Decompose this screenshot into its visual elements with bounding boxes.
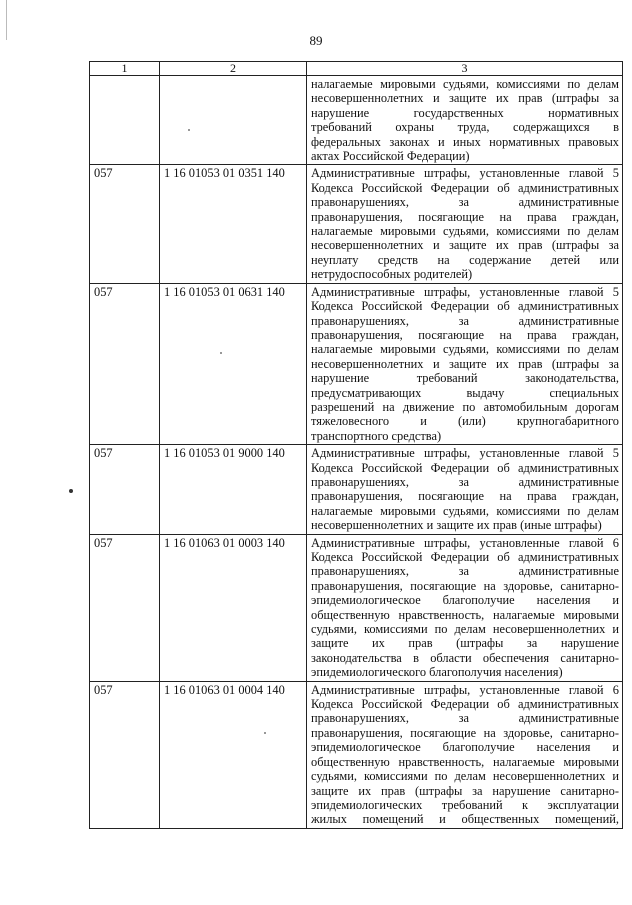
table-row <box>90 283 623 444</box>
header-col-1: 1 <box>90 62 160 76</box>
cell-description <box>307 681 623 828</box>
cell-admin-code: 057 <box>90 165 160 283</box>
description-line: общественную нравственность, налагаемые мировыми <box>311 754 619 769</box>
description-line: Кодекса Российской Федерации об административных <box>311 460 619 475</box>
description-line: разрешений на движение по автомобильным дорогам <box>311 399 619 414</box>
description-line: Административные штрафы, установленные главой 5 <box>311 166 619 181</box>
description-line: общественную нравственность, налагаемые мировыми <box>311 607 619 622</box>
description-line: законодательства в области обеспечения санитарно- <box>311 650 619 665</box>
scan-speck <box>188 129 190 131</box>
header-col-3: 3 <box>307 62 623 76</box>
description-line: неуплату средств на содержание детей или <box>311 252 619 267</box>
description-line: правонарушения, посягающие на права граждан, <box>311 209 619 224</box>
description-line: эпидемиологическое благополучие населения и <box>311 740 619 755</box>
cell-description <box>307 165 623 283</box>
description-line: правонарушения, посягающие на здоровье, санитарно- <box>311 578 619 593</box>
cell-description <box>307 534 623 681</box>
description-line: налагаемые мировыми судьями, комиссиями по делам <box>311 224 619 239</box>
table-row <box>90 445 623 534</box>
description-line: Административные штрафы, установленные главой 5 <box>311 284 619 299</box>
cell-kbk-code <box>160 76 307 165</box>
description-line-last: актах Российской Федерации) <box>311 149 470 164</box>
description-line: Кодекса Российской Федерации об административных <box>311 550 619 564</box>
scan-speck <box>220 352 222 354</box>
description-line: защите их прав (штрафы за нарушение санитарно- <box>311 783 619 798</box>
description-line: правонарушениях, за административные <box>311 313 619 328</box>
cell-description <box>307 76 623 165</box>
cell-kbk-code: 1 16 01053 01 0351 140 <box>160 165 307 283</box>
description-line: несовершеннолетних и защите их прав (штрафы за <box>311 356 619 371</box>
description-line: правонарушениях, за административные <box>311 195 619 210</box>
cell-kbk-code: 1 16 01053 01 9000 140 <box>160 445 307 534</box>
description-line: Кодекса Российской Федерации об административных <box>311 299 619 314</box>
description-line: эпидемиологических требований к эксплуатации <box>311 797 619 812</box>
cell-kbk-code: 1 16 01063 01 0003 140 <box>160 534 307 681</box>
cell-kbk-code: 1 16 01063 01 0004 140 <box>160 681 307 828</box>
description-line: несовершеннолетних и защите их прав (штрафы за <box>311 238 619 253</box>
description-line: жилых помещений и общественных помещений, <box>311 812 619 827</box>
cell-admin-code: 057 <box>90 681 160 828</box>
cell-kbk-code: 1 16 01053 01 0631 140 <box>160 283 307 444</box>
description-line: Административные штрафы, установленные главой 6 <box>311 682 619 697</box>
description-line: нарушение требований законодательства, <box>311 371 619 386</box>
description-line-last: транспортного средства) <box>311 428 442 443</box>
description-line-last: эпидемиологического благополучия населения) <box>311 665 563 680</box>
description-line: правонарушения, посягающие на здоровье, санитарно- <box>311 725 619 740</box>
cell-description <box>307 445 623 534</box>
description-line: Административные штрафы, установленные главой 6 <box>311 535 619 550</box>
table-row <box>90 76 623 165</box>
cell-description <box>307 283 623 444</box>
description-line: налагаемые мировыми судьями, комиссиями по делам <box>311 77 619 91</box>
table-row <box>90 534 623 681</box>
scan-speck <box>69 489 73 493</box>
scan-speck <box>264 732 266 734</box>
description-line: налагаемые мировыми судьями, комиссиями по делам <box>311 503 619 518</box>
page-number: 89 <box>309 33 323 48</box>
description-line: правонарушениях, за административные <box>311 711 619 726</box>
description-line: защите их прав (штрафы за нарушение <box>311 636 619 651</box>
description-line: правонарушения, посягающие на права граждан, <box>311 327 619 342</box>
description-line: нарушение государственных нормативных <box>311 105 619 120</box>
description-line: правонарушения, посягающие на права граждан, <box>311 489 619 504</box>
table-row <box>90 681 623 828</box>
description-line: Административные штрафы, установленные главой 5 <box>311 446 619 461</box>
description-line: требований охраны труда, содержащихся в <box>311 120 619 135</box>
description-line: Кодекса Российской Федерации об административных <box>311 697 619 712</box>
description-line: налагаемые мировыми судьями, комиссиями по делам <box>311 342 619 357</box>
description-line-last: несовершеннолетних и защите их прав (иные штрафы) <box>311 518 602 533</box>
scan-edge-mark <box>6 0 7 40</box>
table-row <box>90 165 623 283</box>
description-line: правонарушениях, за административные <box>311 474 619 489</box>
description-line: предусматривающих выдачу специальных <box>311 385 619 400</box>
cell-admin-code: 057 <box>90 534 160 681</box>
description-line-last: нетрудоспособных родителей) <box>311 267 473 282</box>
description-line: эпидемиологическое благополучие населения и <box>311 593 619 608</box>
table-header-row <box>90 62 623 76</box>
description-line: несовершеннолетних и защите их прав (штрафы за <box>311 91 619 106</box>
description-line: судьями, комиссиями по делам несовершеннолетних и <box>311 769 619 784</box>
description-line: правонарушениях, за административные <box>311 564 619 579</box>
document-table <box>89 61 623 829</box>
description-line: федеральных законах и иных нормативных правовых <box>311 134 619 149</box>
cell-admin-code <box>90 76 160 165</box>
cell-admin-code: 057 <box>90 283 160 444</box>
description-line: тяжеловесного и (или) крупногабаритного <box>311 414 619 429</box>
description-line: Кодекса Российской Федерации об административных <box>311 180 619 195</box>
description-line: судьями, комиссиями по делам несовершеннолетних и <box>311 622 619 637</box>
header-col-2: 2 <box>160 62 307 76</box>
cell-admin-code: 057 <box>90 445 160 534</box>
